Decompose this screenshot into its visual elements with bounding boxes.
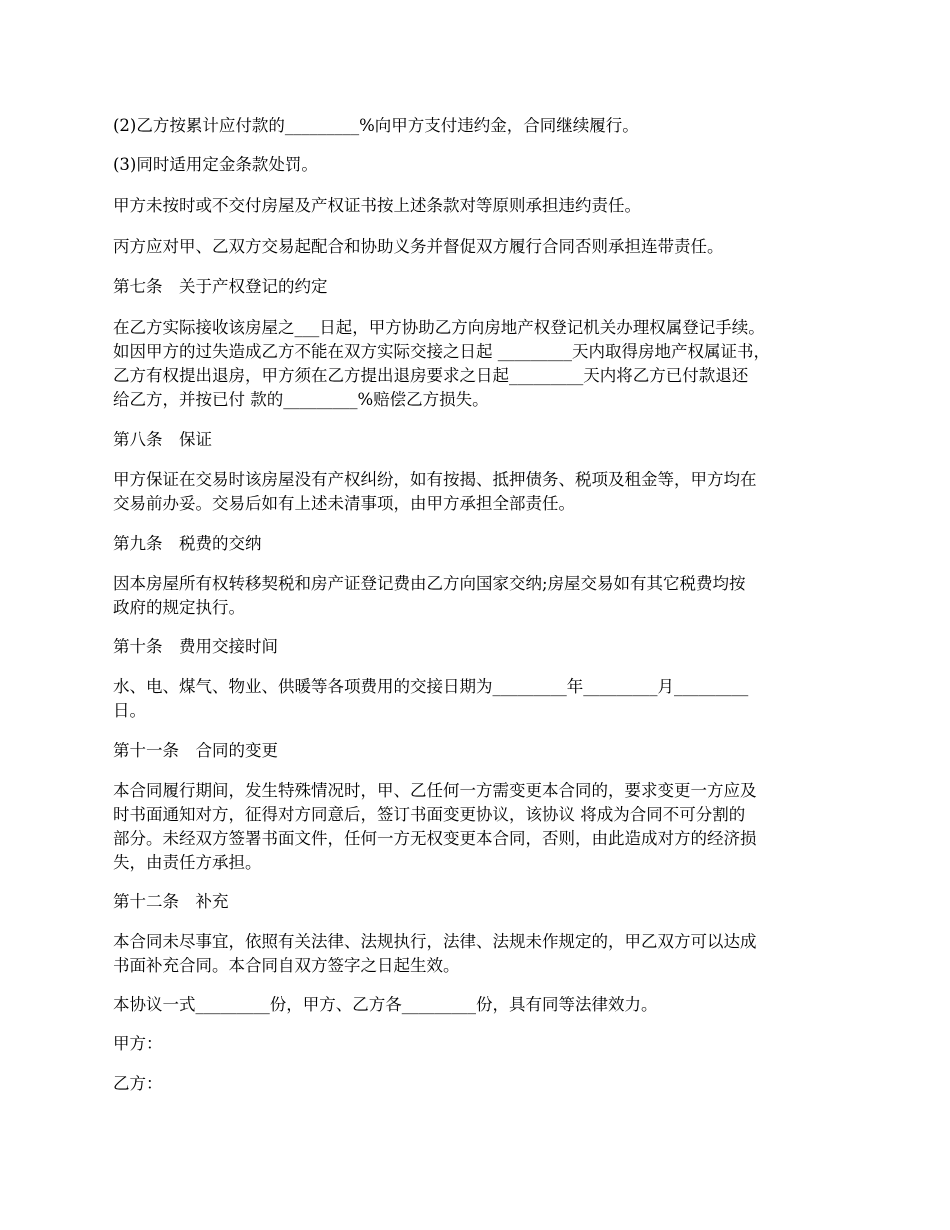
clause-text: 甲方未按时或不交付房屋及产权证书按上述条款对等原则承担违约责任。 xyxy=(113,196,641,215)
clause-text: (3)同时适用定金条款处罚。 xyxy=(113,155,318,174)
clause-text: 部分。未经双方签署书面文件，任何一方无权变更本合同，否则，由此造成对方的经济损 xyxy=(113,829,757,848)
signature-label-party-b: 乙方： xyxy=(113,1074,163,1093)
clause-text: 失，由责任方承担。 xyxy=(113,853,262,872)
clause-text: 乙方有权提出退房，甲方须在乙方提出退房要求之日起_________天内将乙方已付款退还 xyxy=(113,366,749,385)
clause-text: 政府的规定执行。 xyxy=(113,598,245,617)
clause-text: 交易前办妥。交易后如有上述未清事项，由甲方承担全部责任。 xyxy=(113,494,575,513)
section-heading: 第十二条 补充 xyxy=(113,892,229,911)
clause-text: 本协议一式_________份，甲方、乙方各_________份，具有同等法律效力。 xyxy=(113,995,658,1014)
section-heading: 第十条 费用交接时间 xyxy=(113,637,278,656)
clause-text: 丙方应对甲、乙双方交易起配合和协助义务并督促双方履行合同否则承担连带责任。 xyxy=(113,237,724,256)
clause-text: 时书面通知对方，征得对方同意后，签订书面变更协议，该协议 将成为合同不可分割的 xyxy=(113,805,746,824)
clause-text: (2)乙方按累计应付款的_________%向甲方支付违约金，合同继续履行。 xyxy=(113,116,639,135)
clause-text: 水、电、煤气、物业、供暖等各项费用的交接日期为_________年_________月_________ xyxy=(113,677,749,696)
clause-text: 书面补充合同。本合同自双方签字之日起生效。 xyxy=(113,956,460,975)
section-heading: 第八条 保证 xyxy=(113,430,212,449)
section-heading: 第九条 税费的交纳 xyxy=(113,534,262,553)
clause-text: 如因甲方的过失造成乙方不能在双方实际交接之日起 _________天内取得房地产权属证书， xyxy=(113,342,770,361)
clause-text: 甲方保证在交易时该房屋没有产权纠纷，如有按揭、抵押债务、税项及租金等，甲方均在 xyxy=(113,470,757,489)
clause-text: 本合同未尽事宜，依照有关法律、法规执行，法律、法规未作规定的，甲乙双方可以达成 xyxy=(113,932,757,951)
section-heading: 第十一条 合同的变更 xyxy=(113,741,278,760)
clause-text: 日。 xyxy=(113,701,146,720)
clause-text: 给乙方，并按已付 款的_________%赔偿乙方损失。 xyxy=(113,390,489,409)
clause-text: 因本房屋所有权转移契税和房产证登记费由乙方向国家交纳;房屋交易如有其它税费均按 xyxy=(113,574,746,593)
signature-label-party-a: 甲方： xyxy=(113,1034,163,1053)
section-heading: 第七条 关于产权登记的约定 xyxy=(113,277,328,296)
clause-text: 在乙方实际接收该房屋之___日起，甲方协助乙方向房地产权登记机关办理权属登记手续。 xyxy=(113,318,765,337)
clause-text: 本合同履行期间，发生特殊情况时，甲、乙任何一方需变更本合同的，要求变更一方应及 xyxy=(113,781,757,800)
